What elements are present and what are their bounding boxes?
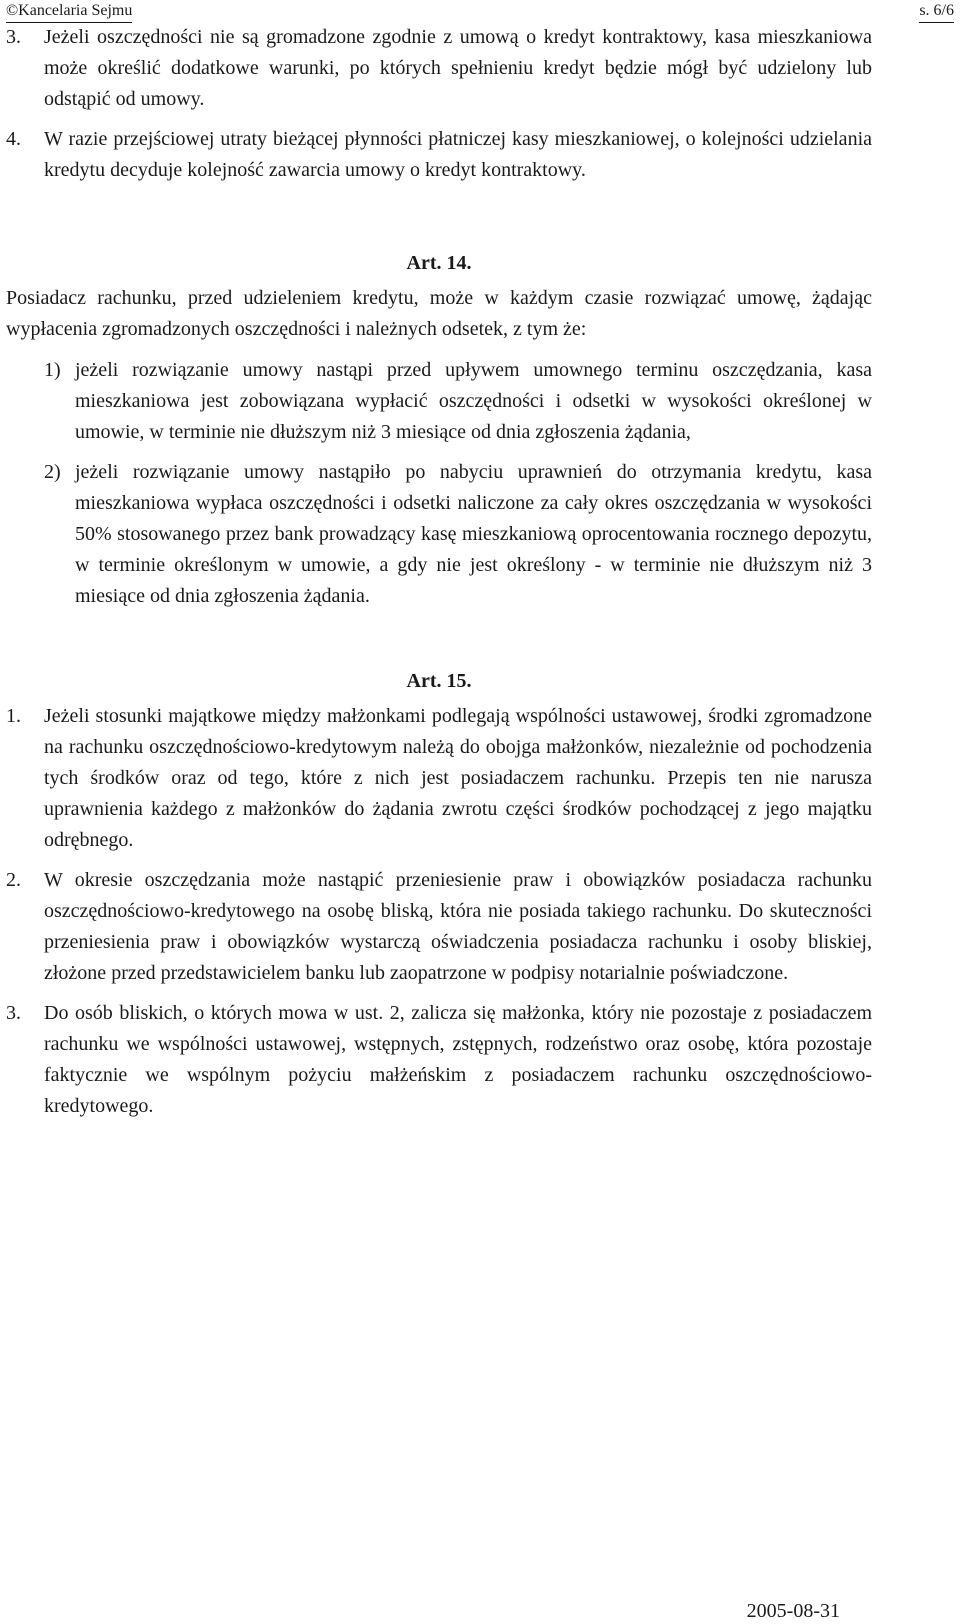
paragraph-text: Jeżeli stosunki majątkowe między małżonkami podlegają wspólności ustawowej, środki zgromadzone na rachunku oszczędnościowo-kredytowym należą do obojga małżonków, niezależnie od pochodzenia tych środków oraz od tego, które z nich jest posiadaczem rachunku. Przepis ten nie narusza uprawnienia każdego z małżonków do żądania zwrotu części środków pochodzącej z jego majątku odrębnego. — [44, 705, 872, 851]
article-14-item-1 — [44, 355, 872, 448]
paragraph-number: 3. — [6, 26, 21, 48]
paragraph-3 — [6, 22, 872, 115]
article-15-paragraph-3 — [6, 998, 872, 1122]
article-14-title: Art. 14. — [406, 252, 472, 274]
item-text: jeżeli rozwiązanie umowy nastąpiło po nabyciu uprawnień do otrzymania kredytu, kasa mieszkaniowa wypłaca oszczędności i odsetki naliczone za cały okres oszczędzania w wysokości 50% stosowanego przez bank prowadzący kasę mieszkaniową oprocentowania rocznego depozytu, w terminie określonym w umowie, a gdy nie jest określony - w terminie nie dłuższym niż 3 miesiące od dnia zgłoszenia żądania. — [75, 461, 872, 607]
paragraph-number: 1. — [6, 705, 21, 727]
page-footer-date: 2005-08-31 — [746, 1600, 840, 1622]
article-15-paragraph-2 — [6, 865, 872, 989]
paragraph-number: 2. — [6, 869, 21, 891]
article-14-item-2 — [44, 457, 872, 612]
publisher-label: ©Kancelaria Sejmu — [6, 0, 132, 23]
paragraph-text: Do osób bliskich, o których mowa w ust. 2, zalicza się małżonka, który nie pozostaje z posiadaczem rachunku we wspólności ustawowej, wstępnych, zstępnych, rodzeństwo oraz osobę, która pozostaje faktycznie we wspólnym pożyciu małżeńskim z posiadaczem rachunku oszczędnościowo-kredytowego. — [44, 1002, 872, 1117]
paragraph-number: 3. — [6, 1002, 21, 1024]
paragraph-number: 4. — [6, 128, 21, 150]
document-body — [6, 22, 872, 1131]
item-text: jeżeli rozwiązanie umowy nastąpi przed upływem umownego terminu oszczędzania, kasa mieszkaniowa jest zobowiązana wypłacić oszczędności i odsetki w wysokości określonej w umowie, w terminie nie dłuższym niż 3 miesiące od dnia zgłoszenia żądania, — [75, 359, 872, 443]
paragraph-4 — [6, 124, 872, 186]
item-number: 1) — [44, 359, 61, 381]
article-14-intro: Posiadacz rachunku, przed udzieleniem kredytu, może w każdym czasie rozwiązać umowę, żądając wypłacenia zgromadzonych oszczędności i należnych odsetek, z tym że: — [6, 287, 872, 340]
article-15-title: Art. 15. — [406, 670, 472, 692]
paragraph-text: W razie przejściowej utraty bieżącej płynności płatniczej kasy mieszkaniowej, o kolejności udzielania kredytu decyduje kolejność zawarcia umowy o kredyt kontraktowy. — [44, 128, 872, 181]
paragraph-text: W okresie oszczędzania może nastąpić przeniesienie praw i obowiązków posiadacza rachunku oszczędnościowo-kredytowego na osobę bliską, która nie posiada takiego rachunku. Do skuteczności przeniesienia praw i obowiązków wystarczą oświadczenia posiadacza rachunku i osoby bliskiej, złożone przed przedstawicielem banku lub zaopatrzone w podpisy notarialnie poświadczone. — [44, 869, 872, 984]
page-header — [6, 0, 954, 24]
paragraph-text: Jeżeli oszczędności nie są gromadzone zgodnie z umową o kredyt kontraktowy, kasa mieszkaniowa może określić dodatkowe warunki, po których spełnieniu kredyt będzie mógł być udzielony lub odstąpić od umowy. — [44, 26, 872, 110]
page-number: s. 6/6 — [919, 0, 954, 23]
item-number: 2) — [44, 461, 61, 483]
article-15-paragraph-1 — [6, 701, 872, 856]
